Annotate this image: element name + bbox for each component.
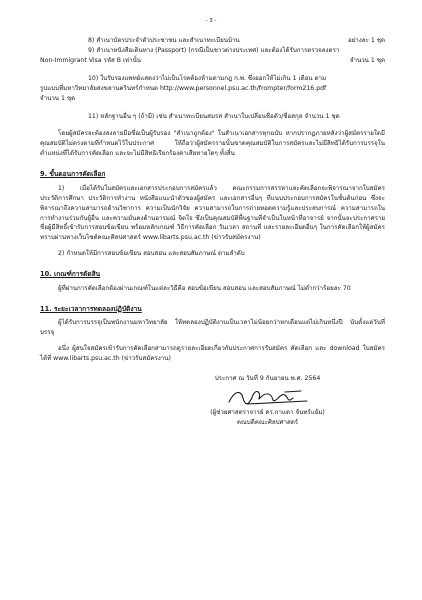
signatory-position: คณบดีคณะศิลปศาสตร์ bbox=[236, 418, 299, 426]
notice-paragraph: โดยผู้สมัครจะต้องลงลายมือชื่อเป็นผู้รับรอง "สำเนาถูกต้อง" ในสำเนาเอกสารทุกฉบับ หากปรากฏภายหลังว่าผู้สมัครรายใดมีคุณสมบัติไม่ตรงตามที่กำหนดไว้ในประกาศ ให้ถือว่าผู้สมัครรายนั้นขาดคุณสมบัติในการสมัครและไม่มีสิทธิได้รับการบรรจุในตำแหน่งที่ได้รับการคัดเลือก และจะไม่มีสิทธิเรียกร้องค่าเสียหายใดๆ ทั้งสิ้น bbox=[40, 130, 385, 158]
signature-block bbox=[150, 374, 385, 428]
doc-item-9-line1: 9) สำเนาหนังสือเดินทาง (Passport) (กรณีเป็นชาวต่างประเทศ) และต้องได้รับการตรวจลงตรา bbox=[88, 46, 340, 54]
section-9-heading: 9. ขั้นตอนการคัดเลือก bbox=[40, 170, 106, 179]
page-number: - 3 - bbox=[205, 18, 217, 24]
handwritten-signature bbox=[223, 386, 313, 408]
doc-item-10-line2: รูปแบบที่มหาวิทยาลัยสงขลานครินทร์กำหนด http://www.personnel.psu.ac.th/frompter/form216.pdf bbox=[40, 84, 327, 92]
doc-item-10-line3: จำนวน 1 ชุด bbox=[40, 94, 76, 102]
signatory-name: (ผู้ช่วยศาสตราจารย์ ดร.กาแดา จันทร์แย้ม) bbox=[210, 408, 325, 416]
doc-item-9-line2-text: Non-Immigrant Visa รหัส B เท่านั้น bbox=[40, 56, 142, 64]
section-11-para-1: ผู้ได้รับการบรรจุเป็นพนักงานมหาวิทยาลัย ให้ทดลองปฏิบัติงานเป็นเวลาไม่น้อยกว่าหกเดือนแต่ไม่เกินหนึ่งปี นับตั้งแต่วันที่บรรจุ bbox=[40, 319, 385, 337]
section-10-para: ผู้ที่ผ่านการคัดเลือกต้องผ่านเกณฑ์ในแต่ละวิธีคือ สอบข้อเขียน สอบสอน และสอบสัมภาษณ์ ไม่ต่ำกว่าร้อยละ 70 bbox=[58, 284, 351, 292]
doc-item-10-line1: 10) ใบรับรองแพทย์แสดงว่าไม่เป็นโรคต้องห้ามตามกฎ ก.พ. ซึ่งออกให้ไม่เกิน 1 เดือน ตาม bbox=[88, 74, 327, 82]
doc-item-8-text: 8) สำเนาบัตรประจำตัวประชาชน และสำเนาทะเบียนบ้าน bbox=[88, 37, 240, 44]
doc-item-11-line1: 11) หลักฐานอื่น ๆ (ถ้ามี) เช่น สำเนาทะเบียนสมรส สำเนาใบเปลี่ยนชื่อตัว/ชื่อสกุล จำนวน 1 ชุด bbox=[88, 112, 340, 120]
doc-item-9-line2 bbox=[40, 56, 385, 66]
doc-item-9-line2-qty: จำนวน 1 ชุด bbox=[349, 56, 385, 64]
doc-item-8 bbox=[40, 36, 385, 46]
document-body bbox=[40, 36, 385, 428]
doc-item-8-qty: อย่างละ 1 ชุด bbox=[347, 37, 385, 44]
section-9-para-1: 1) เมื่อได้รับใบสมัครและเอกสารประกอบการสมัครแล้ว คณะกรรมการสรรหาและคัดเลือกจะพิจารณาจากใบสมัคร ประวัติการศึกษา ประวัติการทำงาน หนังสือแนะนำตัวของผู้สมัคร และเอกสารอื่นๆ ที่แนบประกอบการสมัครในชั้นต้นก่อน ซึ่งจะพิจารณาถึงความสามารถด้านวิชาการ ความเป็นนักวิจัย ความสามารถในการถ่ายทอดความรู้และประสบการณ์ ความสามารถในการทำงานร่วมกับผู้อื่น และความมั่นคงด้านอารมณ์ จิตใจ ซึ่งเป็นคุณสมบัติพื้นฐานที่จำเป็นในหน้าที่อาจารย์ จากนั้นจะประกาศรายชื่อผู้มีสิทธิ์เข้ารับการสอบข้อเขียน พร้อมหลักเกณฑ์ วิธีการคัดเลือก วันเวลา สถานที่ และรายละเอียดอื่นๆ ในการคัดเลือกให้ผู้สมัครทราบผ่านทางเว็บไซต์คณะศิลปศาสตร์ www.libarts.psu.ac.th (ข่าวรับสมัครงาน) bbox=[40, 184, 385, 242]
section-11-heading: 11. ระยะเวลาการทดลองปฏิบัติงาน bbox=[40, 304, 142, 313]
section-11-para-2: อนึ่ง ผู้สนใจสมัครเข้ารับการคัดเลือกสามารถดูรายละเอียดเกี่ยวกับประกาศการรับสมัคร คัดเลือก และ download ใบสมัคร ได้ที่ www.libarts.psu.ac.th (ข่าวรับสมัครงาน) bbox=[40, 345, 385, 362]
section-9-para-2: 2) กำหนดให้มีการสอบข้อเขียน สอบสอน และสอบสัมภาษณ์ ตามลำดับ bbox=[58, 250, 245, 258]
section-10-heading: 10. เกณฑ์การตัดสิน bbox=[40, 270, 101, 279]
announce-date: ประกาศ ณ วันที่ 9 กันยายน พ.ศ. 2564 bbox=[214, 374, 321, 382]
